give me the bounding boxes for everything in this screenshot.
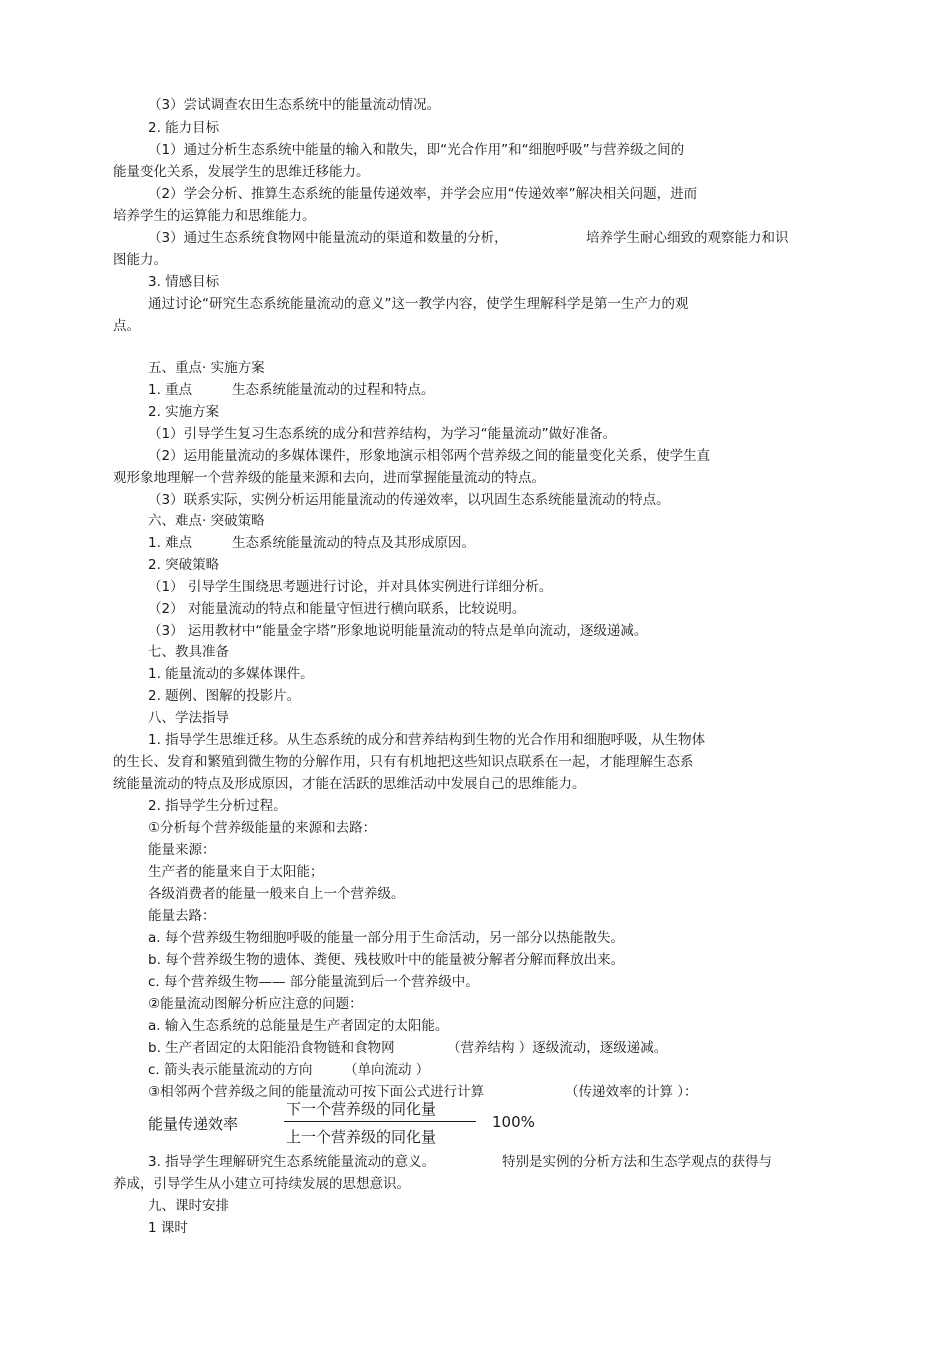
section-heading-7: 七、教具准备 — [148, 644, 229, 660]
text-line: 能量来源： — [148, 842, 216, 858]
text-line: 2. 题例、图解的投影片。 — [148, 688, 301, 704]
text-line: 2. 实施方案 — [148, 404, 220, 420]
text-line: c. 每个营养级生物—— 部分能量流到后一个营养级中。 — [148, 974, 479, 990]
heading-ability: 2. 能力目标 — [148, 120, 220, 136]
text-line: a. 输入生态系统的总能量是生产者固定的太阳能。 — [148, 1018, 449, 1034]
text-line: b. 生产者固定的太阳能沿食物链和食物网 — [148, 1040, 395, 1056]
text-line: 图能力。 — [113, 252, 167, 268]
section-heading-5: 五、重点· 实施方案 — [148, 360, 265, 376]
text-line: 生产者的能量来自于太阳能； — [148, 864, 324, 880]
text-line: 能量变化关系，发展学生的思维迁移能力。 — [113, 164, 370, 180]
text-line: （2）学会分析、推算生态系统的能量传递效率，并学会应用“传递效率”解决相关问题，进而 — [148, 186, 698, 202]
text-line: 3. 指导学生理解研究生态系统能量流动的意义。 — [148, 1154, 436, 1170]
fraction-bar — [284, 1121, 476, 1122]
text-line: （3） 运用教材中“能量金字塔”形象地说明能量流动的特点是单向流动，逐级递减。 — [148, 623, 648, 639]
text-line: （3）通过生态系统食物网中能量流动的渠道和数量的分析， — [148, 230, 508, 246]
text-line: （1） 引导学生围绕思考题进行讨论，并对具体实例进行详细分析。 — [148, 579, 553, 595]
section-heading-9: 九、课时安排 — [148, 1198, 229, 1214]
text-line: （1）通过分析生态系统中能量的输入和散失，即“光合作用”和“细胞呼吸”与营养级之间的 — [148, 142, 685, 158]
text-line: （1）引导学生复习生态系统的成分和营养结构，为学习“能量流动”做好准备。 — [148, 426, 617, 442]
section-heading-6: 六、难点· 突破策略 — [148, 513, 265, 529]
text-line: （营养结构 ）逐级流动，逐级递减。 — [447, 1040, 668, 1056]
text-line: （3）联系实际，实例分析运用能量流动的传递效率，以巩固生态系统能量流动的特点。 — [148, 492, 670, 508]
text-line: 通过讨论“研究生态系统能量流动的意义”这一教学内容，使学生理解科学是第一生产力的观 — [148, 296, 689, 312]
text-line: 统能量流动的特点及形成原因，才能在活跃的思维活动中发展自己的思维能力。 — [113, 776, 586, 792]
text-line: ②能量流动图解分析应注意的问题： — [148, 996, 363, 1012]
text-line: 培养学生耐心细致的观察能力和识 — [586, 230, 789, 246]
text-line: 培养学生的运算能力和思维能力。 — [113, 208, 316, 224]
text-line: 能量去路： — [148, 908, 216, 924]
heading-emotion: 3. 情感目标 — [148, 274, 220, 290]
text-line: a. 每个营养级生物细胞呼吸的能量一部分用于生命活动，另一部分以热能散失。 — [148, 930, 624, 946]
text-line: 各级消费者的能量一般来自上一个营养级。 — [148, 886, 405, 902]
text-line: 观形象地理解一个营养级的能量来源和去向，进而掌握能量流动的特点。 — [113, 470, 545, 486]
text-line: 的生长、发育和繁殖到微生物的分解作用，只有有机地把这些知识点联系在一起，才能理解生态系 — [113, 754, 694, 770]
text-line: （传递效率的计算 ）： — [565, 1084, 698, 1100]
text-line: （单向流动 ） — [344, 1062, 430, 1078]
text-line: 2. 指导学生分析过程。 — [148, 798, 287, 814]
text-line: 特别是实例的分析方法和生态学观点的获得与 — [502, 1154, 772, 1170]
formula-factor: 100% — [492, 1113, 535, 1131]
text-line: 1 课时 — [148, 1220, 188, 1236]
section-heading-8: 八、学法指导 — [148, 710, 229, 726]
text-line: 1. 重点 — [148, 382, 193, 398]
transfer-efficiency-formula — [148, 1096, 568, 1148]
formula-numerator: 下一个营养级的同化量 — [286, 1100, 437, 1118]
text-line: 点。 — [113, 318, 140, 334]
text-line: （2）运用能量流动的多媒体课件，形象地演示相邻两个营养级之间的能量变化关系，使学生直 — [148, 448, 711, 464]
text-line: 1. 指导学生思维迁移。从生态系统的成分和营养结构到生物的光合作用和细胞呼吸，从生物体 — [148, 732, 706, 748]
formula-label: 能量传递效率 — [148, 1115, 239, 1133]
text-line: 养成，引导学生从小建立可持续发展的思想意识。 — [113, 1176, 410, 1192]
text-line: 1. 能量流动的多媒体课件。 — [148, 666, 314, 682]
formula-denominator: 上一个营养级的同化量 — [286, 1128, 437, 1146]
text-line: 生态系统能量流动的过程和特点。 — [232, 382, 435, 398]
text-line: 1. 难点 — [148, 535, 193, 551]
text-line: （2） 对能量流动的特点和能量守恒进行横向联系，比较说明。 — [148, 601, 526, 617]
text-line: （3）尝试调查农田生态系统中的能量流动情况。 — [148, 97, 441, 113]
text-line: 2. 突破策略 — [148, 557, 220, 573]
text-line: b. 每个营养级生物的遗体、粪便、残枝败叶中的能量被分解者分解而释放出来。 — [148, 952, 625, 968]
text-line: ①分析每个营养级能量的来源和去路： — [148, 820, 377, 836]
text-line: ③相邻两个营养级之间的能量流动可按下面公式进行计算 — [148, 1084, 485, 1100]
text-line: 生态系统能量流动的特点及其形成原因。 — [232, 535, 475, 551]
text-line: c. 箭头表示能量流动的方向 — [148, 1062, 313, 1078]
